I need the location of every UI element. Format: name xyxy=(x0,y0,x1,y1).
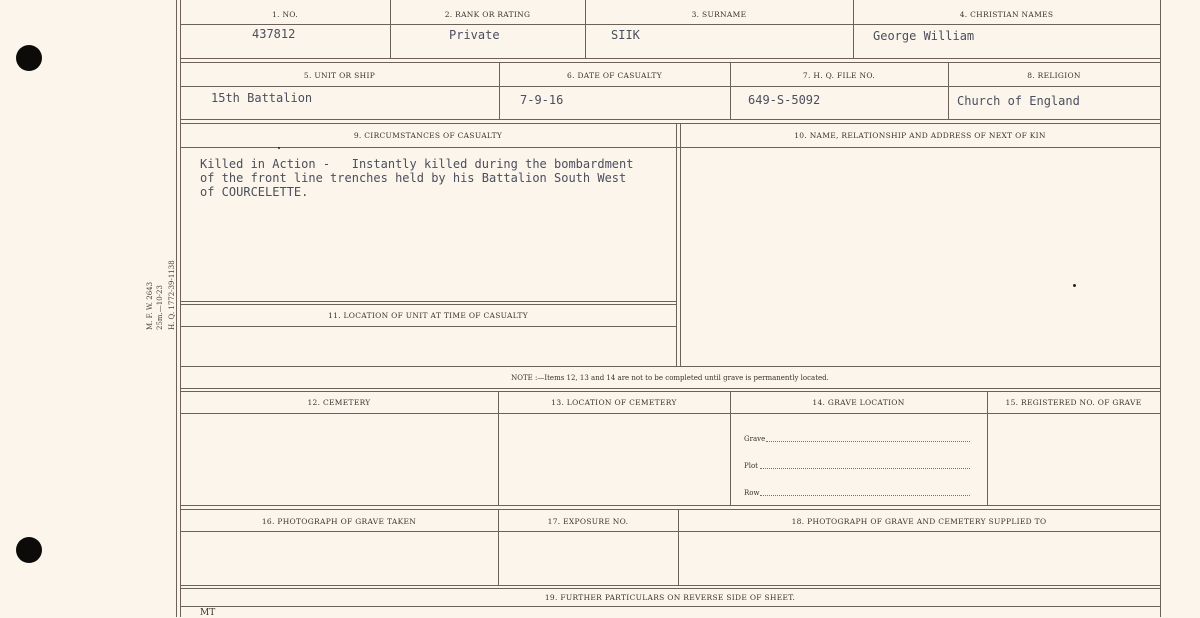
circumstances-text: Killed in Action - Instantly killed during the bombardment of the front line trenches held by his Battalion South West of COURCELETTE. xyxy=(200,157,634,199)
plot-line-label: Plot xyxy=(744,462,758,470)
note-text: NOTE :—Items 12, 13 and 14 are not to be completed until grave is permanently located. xyxy=(511,374,829,382)
surname-value: SIIK xyxy=(611,28,640,42)
row-line-label: Row xyxy=(744,489,760,497)
ink-speck-2 xyxy=(1073,284,1076,287)
location-unit-label: 11. LOCATION OF UNIT AT TIME OF CASUALTY xyxy=(328,311,528,320)
photo-supplied-label: 18. PHOTOGRAPH OF GRAVE AND CEMETERY SUPPLIED TO xyxy=(791,517,1047,526)
cemetery-label: 12. CEMETERY xyxy=(307,398,371,407)
side-code-1: M. F. W. 2643 xyxy=(146,281,154,330)
religion-label: 8. RELIGION xyxy=(1027,71,1081,80)
hq-file-value: 649-S-5092 xyxy=(748,93,821,107)
further-particulars-label: 19. FURTHER PARTICULARS ON REVERSE SIDE OF SHEET. xyxy=(544,593,796,602)
surname-label: 3. SURNAME xyxy=(691,10,747,19)
punch-hole-top xyxy=(16,45,42,71)
religion-value: Church of England xyxy=(957,94,1080,108)
row-line-dots xyxy=(760,494,970,496)
unit-value: 15th Battalion xyxy=(211,91,313,105)
no-label: 1. NO. xyxy=(272,10,298,19)
rank-value: Private xyxy=(449,28,500,42)
circumstances-label: 9. CIRCUMSTANCES OF CASUALTY xyxy=(353,131,503,140)
date-of-casualty-value: 7-9-16 xyxy=(520,93,564,107)
grave-line-label: Grave xyxy=(744,435,766,443)
registered-no-label: 15. REGISTERED NO. OF GRAVE xyxy=(1005,398,1142,407)
grave-line-dots xyxy=(766,440,970,442)
rank-label: 2. RANK OR RATING xyxy=(444,10,531,19)
side-code-2: 25m.—10-23 xyxy=(156,285,164,330)
ink-speck xyxy=(278,147,280,149)
corner-mark: MT xyxy=(200,608,216,618)
hq-file-label: 7. H. Q. FILE NO. xyxy=(802,71,876,80)
side-code-3: H. Q. 1772-39-1138 xyxy=(168,260,176,330)
exposure-no-label: 17. EXPOSURE NO. xyxy=(547,517,629,526)
plot-line-dots xyxy=(760,467,970,469)
form-left-border xyxy=(176,0,177,617)
christian-names-value: George William xyxy=(873,29,975,43)
next-of-kin-label: 10. NAME, RELATIONSHIP AND ADDRESS OF NEXT OF KIN xyxy=(794,131,1046,140)
grave-location-label: 14. GRAVE LOCATION xyxy=(812,398,905,407)
date-of-casualty-label: 6. DATE OF CASUALTY xyxy=(567,71,662,80)
location-of-cemetery-label: 13. LOCATION OF CEMETERY xyxy=(551,398,677,407)
form-right-border xyxy=(1160,0,1161,617)
christian-names-label: 4. CHRISTIAN NAMES xyxy=(959,10,1054,19)
punch-hole-bottom xyxy=(16,537,42,563)
regimental-number: 437812 xyxy=(252,27,296,41)
unit-label: 5. UNIT OR SHIP xyxy=(303,71,376,80)
photo-taken-label: 16. PHOTOGRAPH OF GRAVE TAKEN xyxy=(261,517,417,526)
